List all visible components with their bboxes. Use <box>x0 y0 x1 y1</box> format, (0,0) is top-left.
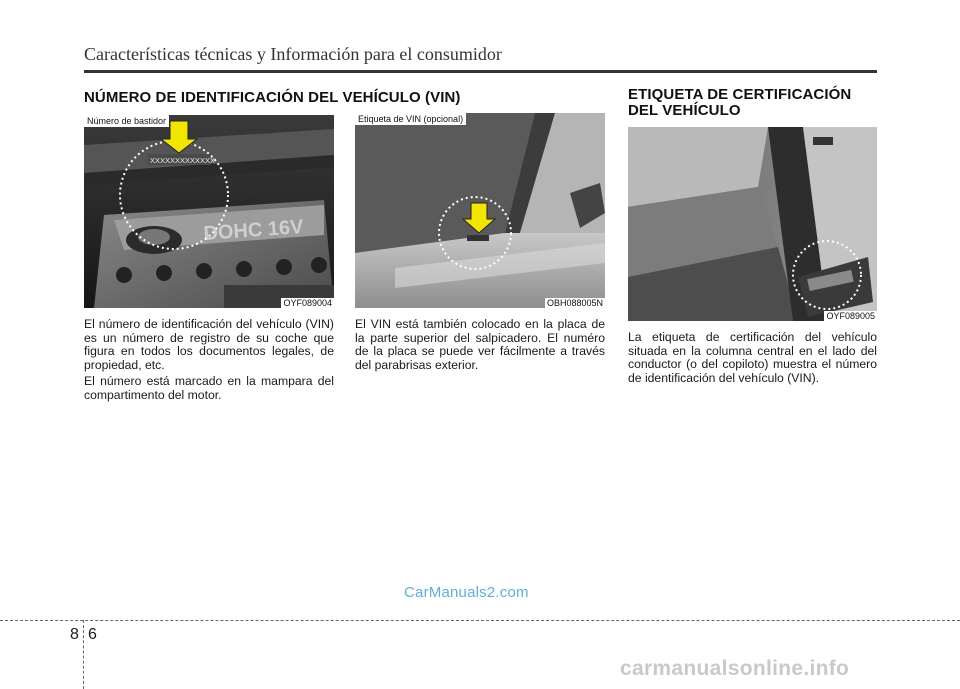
engine-bay-photo <box>84 115 334 308</box>
windshield-callout-label: Etiqueta de VIN (opcional) <box>355 113 466 125</box>
certification-paragraph-1: La etiqueta de certificación del vehículo situada en la columna central en el lado del conductor (o del copiloto) muestra el número de identificación del vehículo (VIN). <box>628 330 877 385</box>
footer-rule <box>0 620 960 621</box>
page-number: 6 <box>88 626 97 643</box>
engine-bay-illustration <box>84 115 334 308</box>
site-footer-text: carmanualsonline.info <box>620 657 850 680</box>
windshield-illustration <box>355 113 605 308</box>
engine-figure-code: OYF089004 <box>283 298 332 308</box>
windshield-paragraph-1: El VIN está también colocado en la placa de la parte superior del salpicadero. El numéro de la placa se puede ver fácilmente a través del parabrisas exterior. <box>355 317 605 372</box>
column-vin-text <box>84 318 334 406</box>
section-title-certification-line1: ETIQUETA DE CERTIFICACIÓN <box>628 86 852 103</box>
door-pillar-photo <box>628 127 877 321</box>
column-windshield-text <box>355 318 605 375</box>
engine-cover-label: DOHC 16V <box>202 216 305 245</box>
windshield-photo <box>355 113 605 308</box>
vin-paragraph-2: El número está marcado en la mampara del compartimento del motor. <box>84 374 334 402</box>
door-figure-code: OYF089005 <box>826 311 875 321</box>
vin-marking: XXXXXXXXXXXXX <box>150 156 216 165</box>
vin-paragraph-1: El número de identificación del vehículo (VIN) es un número de registro de su coche que figura en todos los documentos legales, de propiedad, etc. <box>84 317 334 372</box>
header-rule <box>84 70 877 73</box>
page-chapter-number: 8 <box>70 626 79 643</box>
section-title-vin: NÚMERO DE IDENTIFICACIÓN DEL VEHÍCULO (VIN) <box>84 89 461 106</box>
engine-callout-label: Número de bastidor <box>84 115 169 127</box>
door-pillar-illustration <box>628 127 877 321</box>
footer-divider <box>83 620 84 689</box>
page-header-title: Características técnicas y Información para el consumidor <box>84 44 502 64</box>
watermark-text: CarManuals2.com <box>404 584 529 601</box>
section-title-certification-line2: DEL VEHÍCULO <box>628 102 741 119</box>
section-title-certification <box>628 87 851 119</box>
windshield-figure-code: OBH088005N <box>546 298 603 308</box>
column-certification-text <box>628 331 877 388</box>
